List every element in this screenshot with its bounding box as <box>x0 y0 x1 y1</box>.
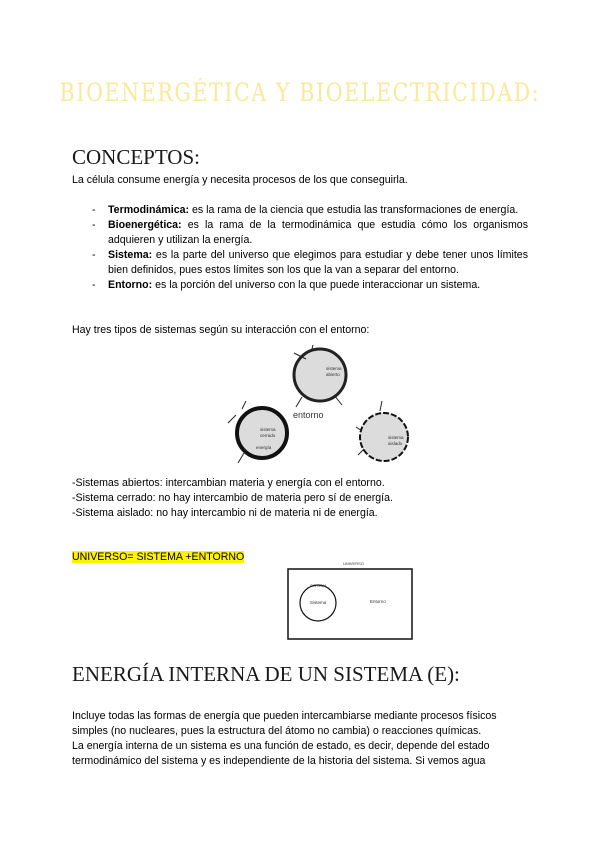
environment-outer-label: Entorno <box>370 599 386 604</box>
isolated-system-label: sistema <box>388 435 404 440</box>
system-type-isolated: -Sistema aislado: no hay intercambio ni de materia ni de energía. <box>72 507 378 519</box>
system-type-closed: -Sistema cerrado: no hay intercambio de materia pero sí de energía. <box>72 492 393 504</box>
closed-system-label: cerrado <box>260 433 276 438</box>
closed-system-circle <box>228 401 287 463</box>
universe-equation: UNIVERSO= SISTEMA +ENTORNO <box>72 551 245 563</box>
definition-item: - Bioenergética: es la rama de la termodinámica que estudia cómo los organismos adquieren y utilizan la energía. <box>92 219 528 246</box>
definition-item: - Termodinámica: es la rama de la ciencia que estudia las transformaciones de energía. <box>92 204 519 216</box>
paragraph-line: simples (no nucleares, pues la estructura del átomo no cambia) o reacciones químicas. <box>72 725 482 737</box>
energy-paragraph <box>72 709 528 769</box>
isolated-system-label: aislado <box>388 441 403 446</box>
definition-term: Bioenergética: <box>108 219 182 231</box>
system-inner-label: Sistema <box>310 600 327 605</box>
section-heading-energia: ENERGÍA INTERNA DE UN SISTEMA (E): <box>72 662 460 686</box>
universe-diagram-title: UNIVERSO <box>343 561 364 566</box>
system-top-label: SISTEMA <box>310 584 327 588</box>
page-title: BIOENERGÉTICA Y BIOELECTRICIDAD: <box>59 78 541 107</box>
definition-item: - Entorno: es la porción del universo con la que puede interaccionar un sistema. <box>92 279 481 291</box>
closed-system-label: sistema <box>260 427 276 432</box>
open-system-circle <box>294 345 346 407</box>
definition-term: Termodinámica: <box>108 204 190 216</box>
system-type-open: -Sistemas abiertos: intercambian materia y energía con el entorno. <box>72 477 385 489</box>
definition-text: es la parte del universo que elegimos para estudiar y debe tener unos límites bien definidos, pues estos límites son los que la van a separar del entorno. <box>108 249 528 276</box>
definition-term: Sistema: <box>108 249 153 261</box>
open-system-label: sistema <box>326 366 342 371</box>
definition-text: es la rama de la termodinámica que estudia cómo los organismos adquieren y utilizan la energía. <box>108 219 528 246</box>
isolated-system-circle <box>356 401 408 461</box>
paragraph-line: Incluye todas las formas de energía que pueden intercambiarse mediante procesos físicos <box>72 710 497 722</box>
environment-label: entorno <box>293 410 324 420</box>
definitions-list <box>92 203 528 293</box>
definition-term: Entorno: <box>108 279 153 291</box>
definition-text: es la rama de la ciencia que estudia las transformaciones de energía. <box>189 204 519 216</box>
intro-paragraph: La célula consume energía y necesita procesos de los que conseguirla. <box>72 174 408 186</box>
definition-item: - Sistema: es la parte del universo que elegimos para estudiar y debe tener unos límites bien definidos, pues estos límites son los que la van a separar del entorno. <box>92 249 528 276</box>
closed-system-label: energía <box>256 445 272 450</box>
types-intro: Hay tres tipos de sistemas según su interacción con el entorno: <box>72 324 370 336</box>
paragraph-line: termodinámico del sistema y es independiente de la historia del sistema. Si vemos agua <box>72 755 486 767</box>
system-types-diagram <box>222 345 472 480</box>
open-system-label: abierto <box>326 372 340 377</box>
section-heading-conceptos: CONCEPTOS: <box>72 145 200 169</box>
universe-diagram <box>286 560 416 642</box>
paragraph-line: La energía interna de un sistema es una función de estado, es decir, depende del estado <box>72 740 490 752</box>
definition-text: es la porción del universo con la que puede interaccionar un sistema. <box>152 279 481 291</box>
